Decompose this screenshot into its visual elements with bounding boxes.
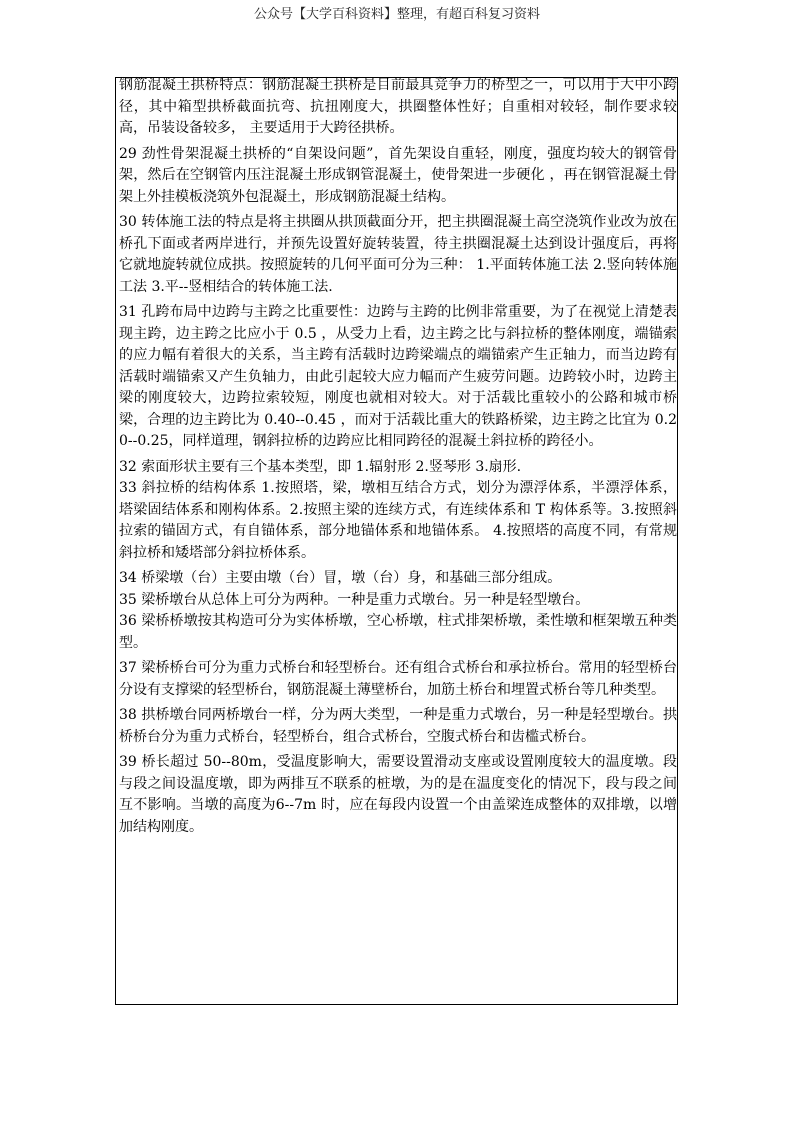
- paragraph-arch-bridge-features: 钢筋混凝土拱桥特点：钢筋混凝土拱桥是目前最具竞争力的桥型之一，可以用于大中小跨径，其中箱型拱桥截面抗弯、抗扭刚度大，拱圈整体性好；自重相对较轻，制作要求较高，吊装设备较多， 主要适用于大跨径拱桥。: [119, 77, 677, 136]
- paragraph-29: 29 劲性骨架混凝土拱桥的“自架设问题”，首先架设自重轻，刚度，强度均较大的钢管骨架，然后在空钢管内压注混凝土形成钢管混凝土，使骨架进一步硬化 ，再在钢管混凝土骨架上外挂模板浇筑外包混凝土，形成钢筋混凝土结构。: [119, 145, 677, 205]
- page-header: 公众号【大学百科资料】整理，有超百科复习资料: [253, 7, 540, 22]
- paragraph-38: 38 拱桥墩台同两桥墩台一样，分为两大类型，一种是重力式墩台，另一种是轻型墩台。拱桥桥台分为重力式桥台，轻型桥台，组合式桥台，空腹式桥台和齿槛式桥台。: [119, 707, 677, 745]
- paragraph-30: 30 转体施工法的特点是将主拱圈从拱顶截面分开，把主拱圈混凝土高空浇筑作业改为放在桥孔下面或者两岸进行，并预先设置好旋转装置，待主拱圈混凝土达到设计强度后，再将它就地旋转就位成拱。按照旋转的几何平面可分为三种： 1.平面转体施工法 2.竖向转体施工法 3.平--竖相结合的转体施工法.: [119, 214, 677, 295]
- paragraph-37: 37 梁桥桥台可分为重力式桥台和轻型桥台。还有组合式桥台和承拉桥台。常用的轻型桥台分设有支撑梁的轻型桥台，钢筋混凝土薄壁桥台，加筋土桥台和埋置式桥台等几种类型。: [119, 660, 677, 698]
- document-body: [119, 75, 677, 842]
- paragraph-31: 31 孔跨布局中边跨与主跨之比重要性：边跨与主跨的比例非常重要，为了在视觉上清楚表现主跨，边主跨之比应小于 0.5 ，从受力上看，边主跨之比与斜拉桥的整体刚度，端锚索的应力幅有着很大的关系，当主跨有活载时边跨梁端点的端锚索产生正轴力，而当边跨有活载时端锚索又产生负轴力，由此引起较大应力幅而产生疲劳问题。边跨较小时，边跨主梁的刚度较大，边跨拉索较短，刚度也就相对较大。对于活载比重较小的公路和城市桥梁，合理的边主跨比为 0.40--0.45 ，而对于活载比重大的铁路桥梁，边主跨之比宜为 0.20--0.25，同样道理，钢斜拉桥的边跨应比相同跨径的混凝土斜拉桥的跨径小。: [119, 304, 677, 449]
- paragraph-39: 39 桥长超过 50--80m，受温度影响大，需要设置滑动支座或设置刚度较大的温度墩。段与段之间设温度墩，即为两排互不联系的桩墩，为的是在温度变化的情况下，段与段之间互不影响。当墩的高度为6--7m 时，应在每段内设置一个由盖梁连成整体的双排墩，以增加结构刚度。: [119, 754, 677, 835]
- paragraph-36: 36 梁桥桥墩按其构造可分为实体桥墩，空心桥墩，柱式排架桥墩，柔性墩和框架墩五种类型。: [119, 613, 677, 651]
- paragraph-35: 35 梁桥墩台从总体上可分为两种。一种是重力式墩台。另一种是轻型墩台。: [119, 591, 590, 608]
- paragraph-34: 34 桥梁墩（台）主要由墩（台）冒，墩（台）身，和基础三部分组成。: [119, 570, 562, 586]
- paragraph-32: 32 索面形状主要有三个基本类型，即 1.辐射形 2.竖琴形 3.扇形.: [119, 458, 522, 475]
- paragraph-33: 33 斜拉桥的结构体系 1.按照塔，梁，墩相互结合方式，划分为漂浮体系，半漂浮体系，塔梁固结体系和刚构体系。2.按照主梁的连续方式，有连续体系和 T 构体系等。3.按照斜拉索的锚固方式，有自锚体系，部分地锚体系和地锚体系。 4.按照塔的高度不同，有常规斜拉桥和矮塔部分斜拉桥体系。: [119, 480, 677, 561]
